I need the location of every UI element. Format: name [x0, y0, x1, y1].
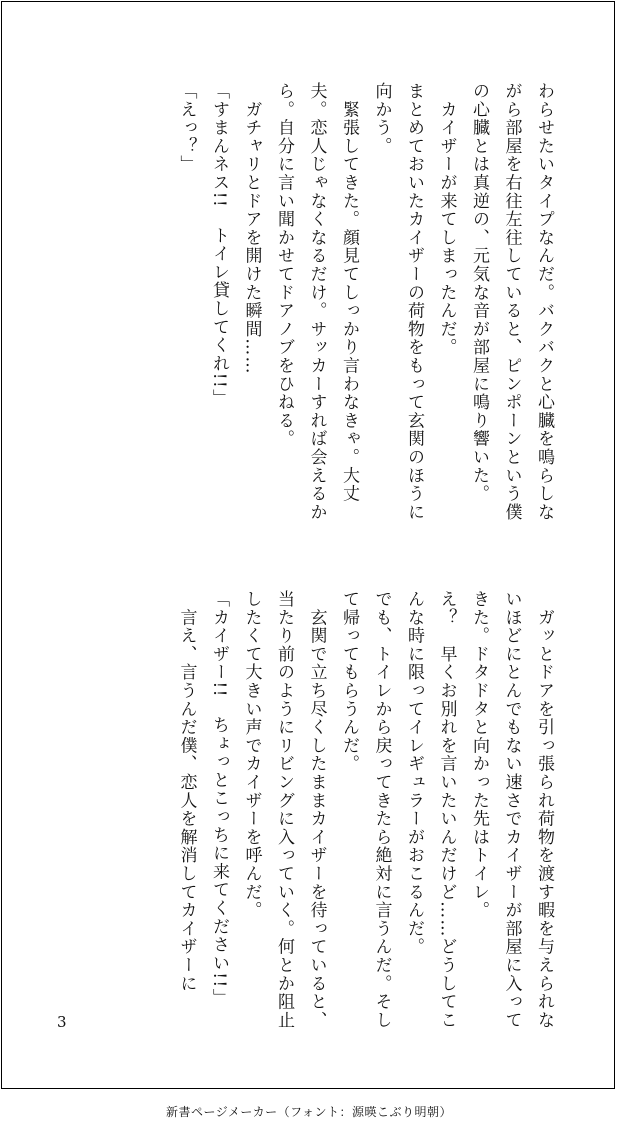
paragraph: まとめておいたカイザーの荷物をもって玄関のほうに向かう。 — [371, 82, 424, 522]
text-block-top — [170, 82, 560, 522]
paragraph: え？ 早くお別れを言いたいんだけど……どうしてこんな時に限ってイレギュラーがおこるんだ。 — [404, 590, 457, 1030]
footer-caption: 新書ページメーカー（フォント：源暎こぶり明朝） — [165, 1105, 453, 1119]
page-frame — [1, 1, 615, 1089]
paragraph: わらせたいタイプなんだ。バクバクと心臓を鳴らしながら部屋を右往左往していると、ピンポーンという僕の心臓とは真逆の、元気な音が部屋に鳴り響いた。 — [469, 82, 554, 522]
paragraph: 緊張してきた。顔見てしっかり言わなきゃ。大丈夫。恋人じゃなくなるだけ。サッカーすれば会えるから。自分に言い聞かせてドアノブをひねる。 — [274, 82, 359, 522]
paragraph: ガッとドアを引っ張られ荷物を渡す暇を与えられないほどにとんでもない速さでカイザーが部屋に入ってきた。ドタドタと向かった先はトイレ。 — [469, 590, 554, 1030]
paragraph: 玄関で立ち尽くしたままカイザーを待っていると、当たり前のようにリビングに入っていく。何とか阻止したくて大きい声でカイザーを呼んだ。 — [241, 590, 327, 1030]
paragraph: カイザーが来てしまったんだ。 — [436, 82, 457, 357]
dialogue-line: 「すまんネス!! トイレ貸してくれ!!」 — [209, 82, 229, 408]
dialogue-line: 「えっ？」 — [176, 82, 197, 174]
text-block-bottom — [170, 590, 560, 1030]
page-number: 3 — [57, 1013, 67, 1031]
paragraph: ガチャリとドアを開けた瞬間…… — [241, 82, 262, 375]
paragraph: 言え、言うんだ僕、恋人を解消してカイザーに — [176, 590, 197, 993]
dialogue-line: 「カイザー!! ちょっとこっちに来てください!!」 — [209, 590, 229, 1007]
paragraph: でも、トイレから戻ってきたら絶対に言うんだ。そして帰ってもらうんだ。 — [339, 590, 392, 1030]
